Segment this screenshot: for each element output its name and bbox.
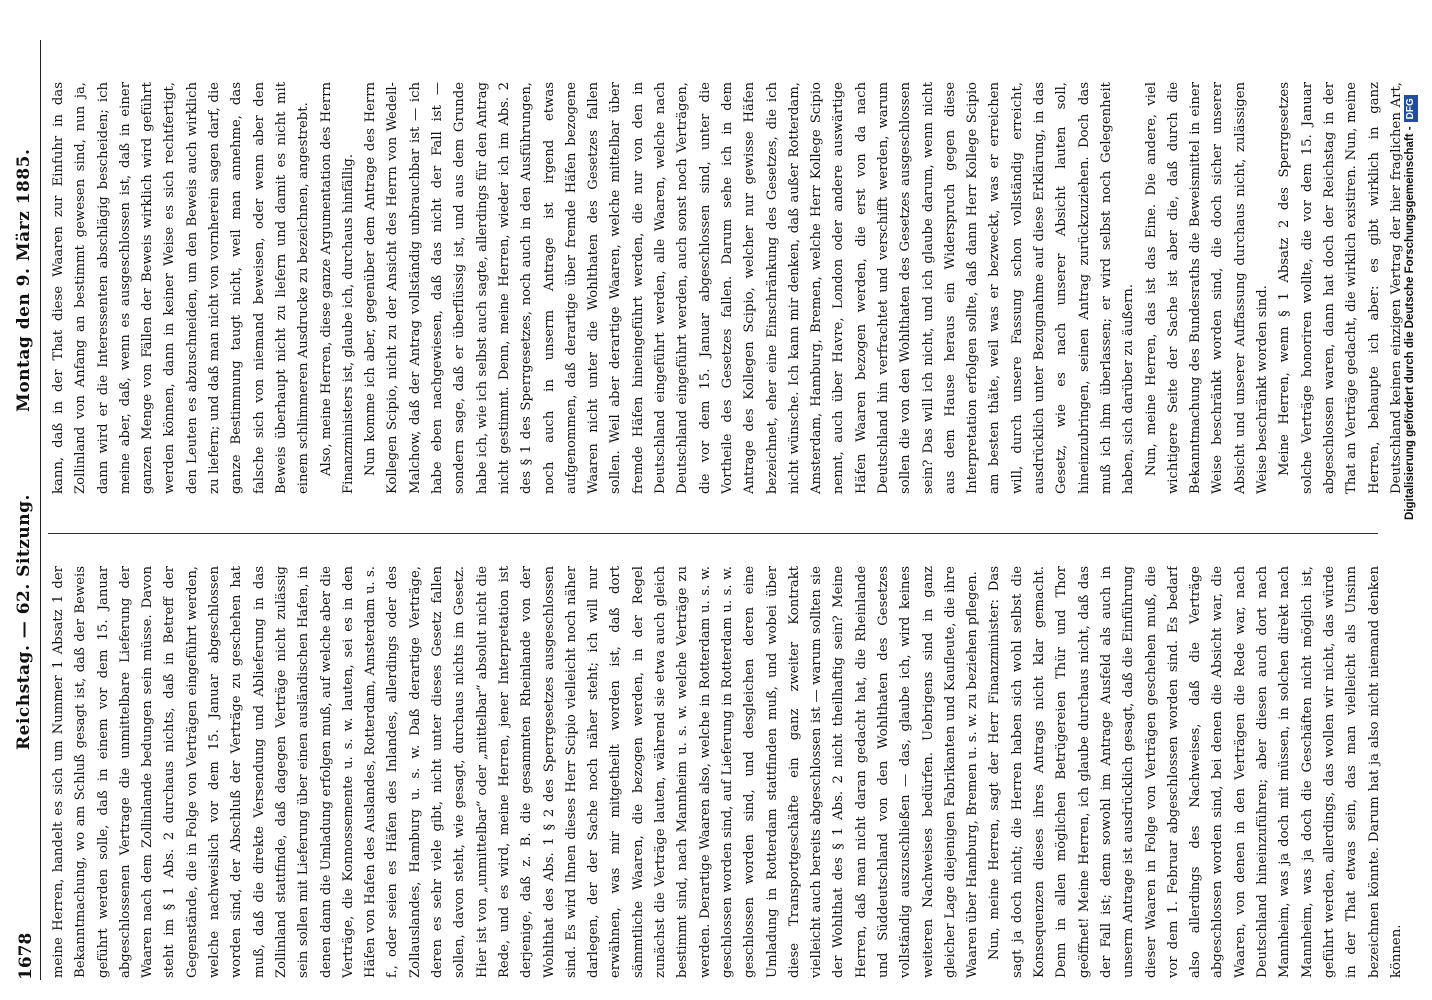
paragraph: meine Herren, handelt es sich um Nummer 1 Absatz 1 der Bekanntmachung, wo am Schluß gesagt ist, daß der Beweis geführt werden solle, daß in einem vor dem 15. Januar abgeschlossenen Vertrage die unmittelbare Lieferung der Waaren nach dem Zollinlande bedungen sein müsse. Davon steht im § 1 Abs. 2 durchaus nichts, daß in Betreff der Gegenstände, die in Folge von Verträgen eingeführt werden, welche nachweislich vor dem 15. Januar abgeschlossen worden sind, der Abschluß der Verträge zu geschehen hat muß, daß die direkte Versendung und Ablieferung in das Zollinland stattfinde, daß dagegen Verträge nicht zulässig sein sollen mit Lieferung über einen ausländischen Hafen, in denen dann die Umladung erfolgen muß, auf welche aber die Verträge, die Konnossemente u. s. w. lauten, sei es in den Häfen von Hafen des Auslandes, Rotterdam, Amsterdam u. s. f., oder seien es Häfen des Inlandes, allerdings oder des Zollauslandes, Hamburg u. s. w. Daß derartige Verträge, deren es sehr viele gibt, nicht unter dieses Gesetz fallen sollen, davon steht, wie gesagt, durchaus nichts im Gesetz. Hier ist von „unmittelbar“ oder „mittelbar“ absolut nicht die Rede, und es wird, meine Herren, jener Interpretation ist derjenige, daß z. B. die gesammten Rheinlande von der Wohlthat des Abs. 1 § 2 des Sperrgesetzes ausgeschlossen sind. Es wird Ihnen dieses Herr Scipio vielleicht noch näher darlegen, der der Sache noch näher steht; ich will nur erwähnen, was mir mitgetheilt worden ist, daß dort sämmtliche Waaren, die bezogen werden, in der Regel zunächst die Verträge lauten, während sie etwa auch gleich bestimmt sind, nach Mannheim u. s. w. welche Verträge zu werden. Derartige Waaren also, welche in Rotterdam u. s. w. geschlossen worden sind, auf Lieferung in Rotterdam u. s. w. geschlossen worden sind, und desgleichen deren eine Umladung in Rotterdam stattfinden muß, und wobei über diese Transportgeschäfte ein ganz zweiter Kontrakt vielleicht auch bereits abgeschlossen ist — warum sollten sie der Wohlthat des § 1 Abs. 2 nicht theilhaftig sein? Meine Herren, daß man nicht daran gedacht hat, die Rheinlande und Süddeutschland von den Wohlthaten des Gesetzes vollständig auszuschließen — das, glaube ich, wird keines weiteren Nachweises bedürfen. Uebrigens sind in ganz gleicher Lage diejenigen Fabrikanten und Kaufleute, die ihre Waaren über Hamburg, Bremen u. s. w. zu beziehen pflegen. — [51, 566, 981, 978]
right-column — [48, 82, 1408, 494]
paragraph: Nun komme ich aber, gegenüber dem Antrage des Herrn Kollegen Scipio, nicht zu der Ansicht des Herrn von Wedell-Malchow, daß der Antrag vollständig unbrauchbar ist — ich habe eben nachgewiesen, daß das nicht der Fall ist — sondern sage, daß er überflüssig ist, und aus dem Grunde habe ich, wie ich selbst auch sagte, allerdings für den Antrag nicht gestimmt. Denn, meine Herren, wieder ich im Abs. 2 des § 1 des Sperrgesetzes, noch auch in den Ausführungen, noch auch in unserm Antrage ist irgend etwas aufgenommen, daß derartige über fremde Häfen bezogene Waaren nicht unter die Wohlthaten des Gesetzes fallen sollen. Weil aber derartige Waaren, welche mittelbar über fremde Häfen hineingeführt werden, die nur von den in Deutschland eingeführt werden, alle Waaren, welche nach Deutschland eingeführt werden, auch sonst noch Verträgen, die vor dem 15. Januar abgeschlossen sind, unter die Vortheile des Gesetzes fallen. Darum sehe ich in dem Antrage des Kollegen Scipio, welcher nur gewisse Häfen bezeichnet, eher eine Einschränkung des Gesetzes, die ich nicht wünsche. Ich kann mir denken, daß außer Rotterdam, Amsterdam, Hamburg, Bremen, welche Herr Kollege Scipio nennt, auch über Havre, London oder andere auswärtige Häfen Waaren bezogen werden, die erst von da nach Deutschland hin verfrachtet und verschifft werden, warum sollen die von den Wohlthaten des Gesetzes ausgeschlossen sein? Das will ich nicht, und ich glaube darum, wenn nicht aus dem Hause heraus ein Widerspruch gegen diese Interpretation erfolgen sollte, daß dann Herr Kollege Scipio am besten thäte, weil was er bezweckt, was er erreichen will, durch unsere Fassung schon vollständig erreicht, ausdrücklich unter Bezugnahme auf diese Erklärung, in das Gesetz, wie es nach unserer Absicht lauten soll, hineinzubringen, seinen Antrag zurückzuziehen. Doch das muß ich ihm überlassen; er wird selbst noch Gelegenheit haben, sich darüber zu äußern. — [363, 82, 1137, 494]
digitization-credit — [1404, 0, 1426, 520]
paragraph: Nun, meine Herren, das ist das Eine. Die andere, viel wichtigere Seite der Sache ist aber die, daß durch die Bekanntmachung des Bundesraths die Beweismittel in einer Weise beschränkt worden sind, die doch sicher unserer Absicht und unserer Auffassung durchaus nicht, zulässigen Weise beschränkt worden sind. — [1143, 82, 1271, 494]
column-divider — [48, 533, 1378, 534]
header-rule — [40, 40, 41, 980]
paragraph: Meine Herren, wenn § 1 Absatz 2 des Sperrgesetzes solche Verträge honoriren wollte, die vor dem 15. Januar abgeschlossen waren, dann hat doch der Reichstag in der That an Verträge gedacht, die wirklich existiren. Nun, meine Herren, behaupte ich aber: es gibt wirklich in ganz Deutschland keinen einzigen Vertrag der hier fraglichen Art, — [1277, 82, 1404, 494]
header-date: Montag den 9. März 1885. — [14, 148, 34, 412]
left-column — [48, 566, 1408, 978]
header-session: Reichstag. — 62. Sitzung. — [14, 494, 34, 750]
running-header — [14, 40, 42, 980]
paragraph: Nun, meine Herren, sagt der Herr Finanzminister: Das sagt ja doch nicht; die Herren haben sich wohl selbst die Konsequenzen dieses ihres Antrags nicht klar gemacht. Denn in allen möglichen Betrügereien Thür und Thor geöffnet! Meine Herren, ich glaube durchaus nicht, daß das der Fall ist; denn sowohl im Antrage Ausfeld als auch in unserm Antrage ist ausdrücklich gesagt, daß die Einführung dieser Waaren in Folge von Verträgen geschehen muß, die vor dem 1. Februar abgeschlossen worden sind. Es bedarf also allerdings des Nachweises, daß die Verträge abgeschlossen worden sind, bei denen die Absicht war, die Waaren, von denen in den Verträgen die Rede war, nach Deutschland hineinzuführen; aber diesen auch dort nach Mannheim, was ja doch mit müssen, in solchen direkt nach Mannheim, was ja doch die Geschäften nicht möglich ist, geführt werden, allerdings, das wollen wir nicht, das würde in der That etwas sein, das man vielleicht als Unsinn bezeichnen könnte. Darum hat ja also nicht niemand denken können. — [987, 566, 1404, 978]
paragraph: kann, daß in der That diese Waaren zur Einfuhr in das Zollinland von Anfang an bestimmt gewesen sind, nun ja, dann wird er die Interessenten abschlägig bescheiden; ich meine aber, daß, wenn es ausgeschlossen ist, daß in einer ganzen Menge von Fällen der Beweis wirklich wird geführt werden können, dann in keiner Weise es sich rechtfertigt, den Leuten es abzuschneiden, um den Beweis auch wirklich zu liefern; und daß man nicht von vornherein sagen darf, die ganze Bestimmung taugt nicht, weil man annehme, das falsche sich von niemand beweisen, oder wenn aber den Beweis überhaupt nicht zu liefern und damit es nicht mit einem schlimmeren Ausdrucke zu bezeichnen, angestrebt. — [51, 82, 312, 494]
dfg-logo: DFG — [1404, 95, 1418, 122]
paragraph: Also, meine Herren, diese ganze Argumentation des Herrn Finanzministers ist, glaube ich, durchaus hinfällig. — [318, 82, 356, 494]
page-number: 1678 — [16, 932, 36, 980]
credit-text: Digitalisierung gefördert durch die Deutsche Forschungsgemeinschaft - — [1404, 126, 1416, 520]
